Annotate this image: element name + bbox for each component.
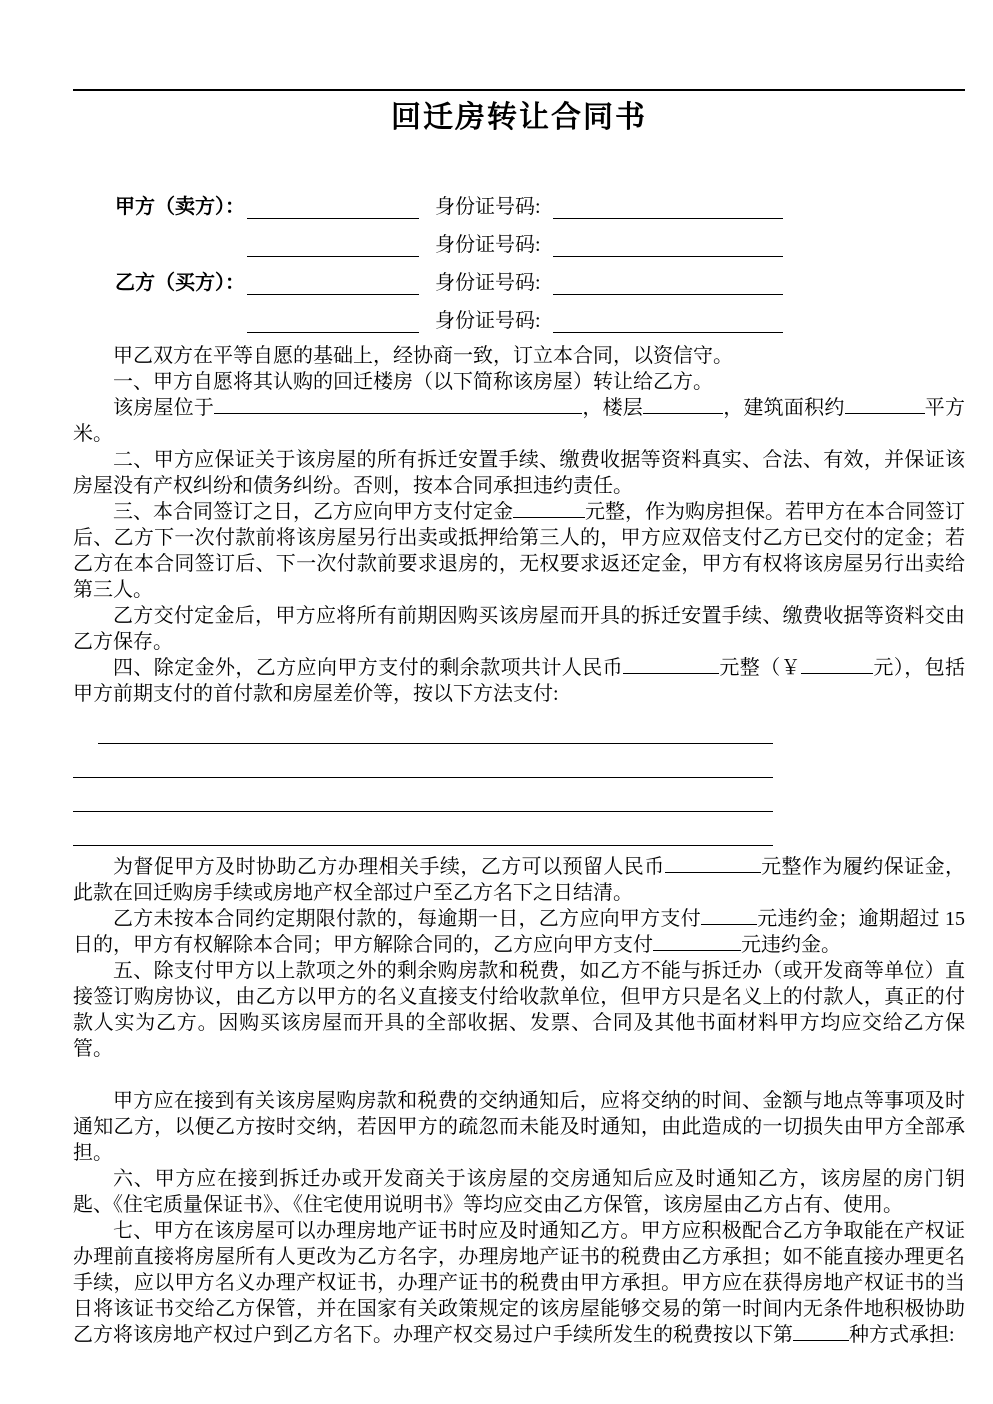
paragraph xyxy=(73,655,965,707)
fill-in-blank[interactable] xyxy=(513,499,585,518)
id-label: 身份证号码: xyxy=(435,196,541,218)
paragraph-text: 乙方未按本合同约定期限付款的，每逾期一日，乙方应向甲方支付 xyxy=(113,908,701,930)
paragraph-text: 元整，作为购房担保。若甲方在本合同签订后、乙方下一次付款前将该房屋另行出卖或抵押给第三人的，甲方应双倍支付乙方已交付的定金；若乙方在本合同签订后、下一次付款前要求退房的，无权要求返还定金，甲方有权将该房屋另行出卖给第三人。 xyxy=(73,501,965,601)
paragraph xyxy=(73,447,965,499)
paragraph-text: 六、甲方应在接到拆迁办或开发商关于该房屋的交房通知后应及时通知乙方，该房屋的房门钥匙、《住宅质量保证书》、《住宅使用说明书》等均应交由乙方保管，该房屋由乙方占有、使用。 xyxy=(73,1168,965,1216)
id-underline[interactable] xyxy=(553,270,783,295)
paragraph xyxy=(73,369,965,395)
paragraph-text: 甲方应在接到有关该房屋购房款和税费的交纳通知后，应将交纳的时间、金额与地点等事项及时通知乙方，以便乙方按时交纳，若因甲方的疏忽而未能及时通知，由此造成的一切损失由甲方全部承担。 xyxy=(73,1090,965,1164)
party-row xyxy=(73,181,965,219)
id-label: 身份证号码: xyxy=(435,310,541,332)
paragraph-text: 五、除支付甲方以上款项之外的剩余购房款和税费，如乙方不能与拆迁办（或开发商等单位）直接签订购房协议，由乙方以甲方的名义直接支付给收款单位，但甲方只是名义上的付款人，真正的付款人实为乙方。因购买该房屋而开具的全部收据、发票、合同及其他书面材料甲方均应交给乙方保管。 xyxy=(73,960,965,1060)
id-label: 身份证号码: xyxy=(435,272,541,294)
paragraph xyxy=(73,499,965,603)
paragraph xyxy=(73,395,965,447)
blank-line[interactable] xyxy=(73,778,773,812)
blank-line[interactable] xyxy=(73,744,773,778)
paragraph xyxy=(73,1088,965,1166)
blank-line[interactable] xyxy=(98,723,773,744)
fill-in-blank[interactable] xyxy=(623,655,719,674)
paragraph-text: 三、本合同签订之日，乙方应向甲方支付定金 xyxy=(113,501,513,523)
contract-body xyxy=(73,343,965,1348)
fill-in-blank[interactable] xyxy=(214,395,582,414)
paragraph xyxy=(73,854,965,906)
paragraph-text: 甲乙双方在平等自愿的基础上，经协商一致，订立本合同，以资信守。 xyxy=(113,345,733,367)
paragraph xyxy=(73,906,965,958)
header-rule xyxy=(73,89,965,91)
fill-in-blank[interactable] xyxy=(793,1322,849,1341)
fill-in-blank[interactable] xyxy=(701,906,757,925)
paragraph-text: 一、甲方自愿将其认购的回迁楼房（以下简称该房屋）转让给乙方。 xyxy=(113,371,713,393)
paragraph-text: 元），包括甲方前期支付的首付款和房屋差价等，按以下方法支付: xyxy=(73,657,966,705)
paragraph-text: 元整（￥ xyxy=(719,657,801,679)
paragraph-text: 为督促甲方及时协助乙方办理相关手续，乙方可以预留人民币 xyxy=(113,856,665,878)
paragraph-text: 元违约金。 xyxy=(741,934,841,956)
payment-fill-in-area xyxy=(73,723,965,846)
paragraph-text: 种方式承担: xyxy=(849,1324,955,1346)
paragraph xyxy=(73,603,965,655)
party-label: 乙方（买方）： xyxy=(115,272,245,294)
party-section xyxy=(73,181,965,333)
paragraph xyxy=(73,1166,965,1218)
id-underline[interactable] xyxy=(553,194,783,219)
name-underline[interactable] xyxy=(247,270,419,295)
paragraph-text: 该房屋位于 xyxy=(113,397,215,419)
empty-line xyxy=(73,1062,965,1088)
name-underline[interactable] xyxy=(247,232,419,257)
party-label: 甲方（卖方）： xyxy=(115,196,245,218)
id-underline[interactable] xyxy=(553,308,783,333)
fill-in-blank[interactable] xyxy=(801,655,873,674)
fill-in-blank[interactable] xyxy=(653,932,741,951)
name-underline[interactable] xyxy=(247,194,419,219)
party-row xyxy=(73,257,965,295)
paragraph-text: 七、甲方在该房屋可以办理房地产证书时应及时通知乙方。甲方应积极配合乙方争取能在产权证办理前直接将房屋所有人更改为乙方名字，办理房地产证书的税费由乙方承担；如不能直接办理更名手续，应以甲方名义办理产权证书，办理产证书的税费由甲方承担。甲方应在获得房地产权证书的当日将该证书交给乙方保管，并在国家有关政策规定的该房屋能够交易的第一时间内无条件地积极协助乙方将该房地产权过户到乙方名下。办理产权交易过户手续所发生的税费按以下第 xyxy=(73,1220,965,1346)
paragraph-text: 元违约金；逾期超过 15 日的，甲方有权解除本合同；甲方解除合同的，乙方应向甲方支付 xyxy=(73,908,966,956)
contract-title: 回迁房转让合同书 xyxy=(391,101,647,134)
paragraph-text: ，建筑面积约 xyxy=(723,397,845,419)
paragraph-text: 乙方交付定金后，甲方应将所有前期因购买该房屋而开具的拆迁安置手续、缴费收据等资料交由乙方保存。 xyxy=(73,605,965,653)
paragraph-text: 二、甲方应保证关于该房屋的所有拆迁安置手续、缴费收据等资料真实、合法、有效，并保证该房屋没有产权纠纷和债务纠纷。否则，按本合同承担违约责任。 xyxy=(73,449,965,497)
paragraph-text: 四、除定金外，乙方应向甲方支付的剩余款项共计人民币 xyxy=(113,657,623,679)
paragraph-text: 平方米。 xyxy=(73,397,966,445)
fill-in-blank[interactable] xyxy=(643,395,723,414)
blank-line[interactable] xyxy=(73,812,773,846)
paragraph xyxy=(73,958,965,1062)
party-row xyxy=(73,219,965,257)
paragraph xyxy=(73,343,965,369)
name-underline[interactable] xyxy=(247,308,419,333)
party-row xyxy=(73,295,965,333)
fill-in-blank[interactable] xyxy=(665,854,761,873)
id-label: 身份证号码: xyxy=(435,234,541,256)
fill-in-blank[interactable] xyxy=(845,395,925,414)
paragraph-text: ，楼层 xyxy=(582,397,644,419)
id-underline[interactable] xyxy=(553,232,783,257)
paragraph-text: 元整作为履约保证金，此款在回迁购房手续或房地产权全部过户至乙方名下之日结清。 xyxy=(73,856,966,904)
paragraph xyxy=(73,1218,965,1348)
